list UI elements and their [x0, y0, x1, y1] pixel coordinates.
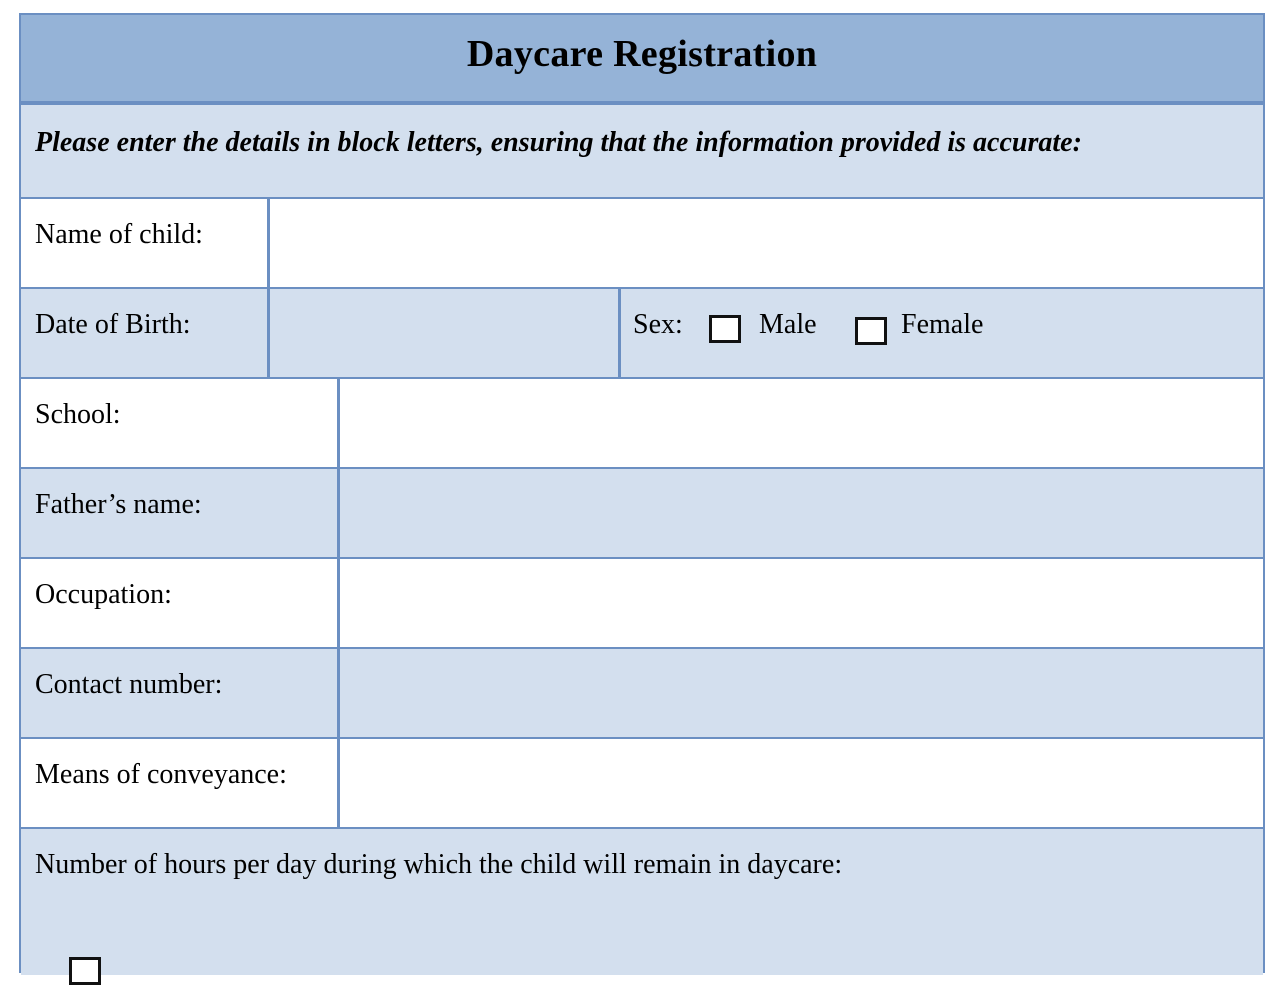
divider [618, 289, 621, 377]
child-name-label: Name of child: [35, 219, 203, 250]
row-contact-number [21, 649, 1263, 739]
row-dob-sex [21, 289, 1263, 379]
instruction-row [21, 105, 1263, 199]
title-bar [21, 15, 1263, 105]
conveyance-label: Means of conveyance: [35, 759, 287, 790]
occupation-field[interactable] [340, 559, 1263, 647]
male-option-label: Male [759, 309, 817, 340]
school-field[interactable] [340, 379, 1263, 467]
father-name-field[interactable] [340, 469, 1263, 557]
daycare-registration-form [19, 13, 1265, 973]
instruction-text: Please enter the details in block letters, ensuring that the information provided is accurate: [35, 127, 1082, 158]
hours-option-checkbox[interactable] [69, 957, 101, 985]
row-conveyance [21, 739, 1263, 829]
occupation-label: Occupation: [35, 579, 172, 610]
dob-field[interactable] [270, 289, 615, 377]
row-hours-per-day [21, 829, 1263, 975]
row-occupation [21, 559, 1263, 649]
contact-number-label: Contact number: [35, 669, 223, 700]
contact-number-field[interactable] [340, 649, 1263, 737]
school-label: School: [35, 399, 121, 430]
row-father-name [21, 469, 1263, 559]
sex-label: Sex: [633, 309, 683, 340]
female-checkbox[interactable] [855, 317, 887, 345]
female-option-label: Female [901, 309, 984, 340]
child-name-field[interactable] [270, 199, 1263, 287]
dob-label: Date of Birth: [35, 309, 191, 340]
conveyance-field[interactable] [340, 739, 1263, 827]
row-school [21, 379, 1263, 469]
male-checkbox[interactable] [709, 315, 741, 343]
father-name-label: Father’s name: [35, 489, 202, 520]
hours-per-day-label: Number of hours per day during which the child will remain in daycare: [35, 849, 843, 880]
form-title: Daycare Registration [466, 33, 818, 75]
row-child-name [21, 199, 1263, 289]
